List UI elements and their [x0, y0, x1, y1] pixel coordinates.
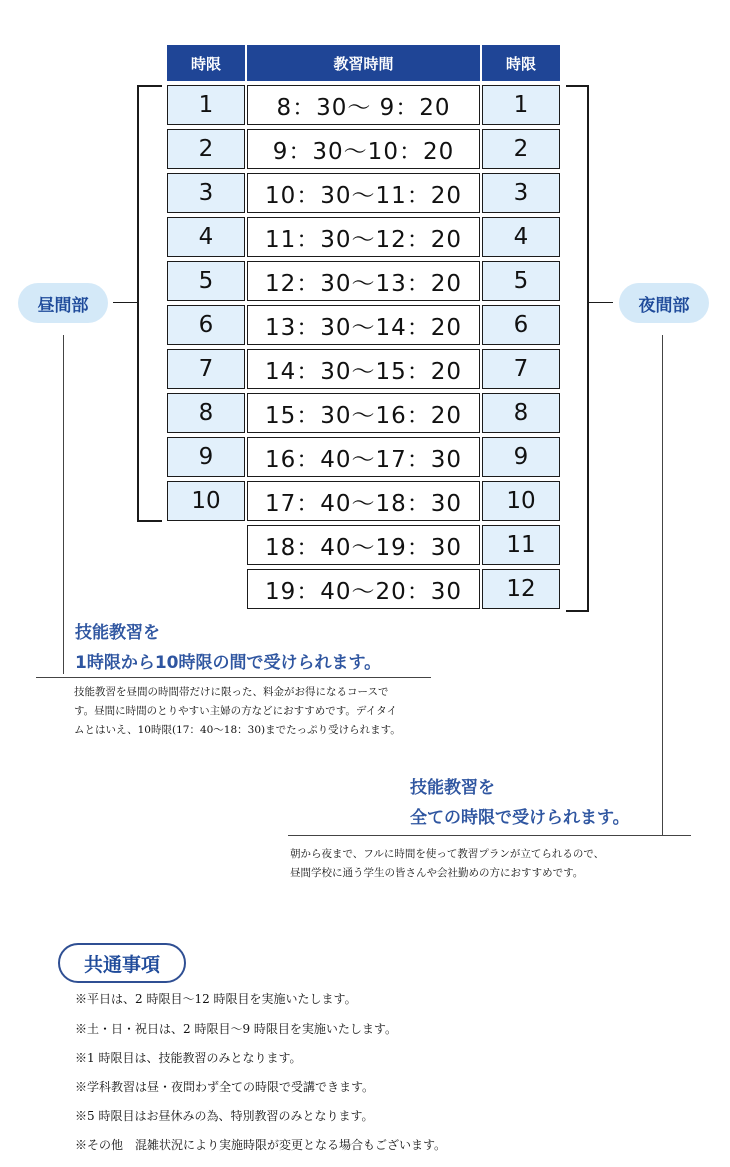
night-period-cell: 9	[482, 437, 560, 477]
common-title: 共通事項	[58, 943, 186, 983]
night-period-cell: 10	[482, 481, 560, 521]
night-bracket	[587, 85, 589, 612]
night-period-cell: 5	[482, 261, 560, 301]
header-left-period: 時限	[167, 45, 245, 81]
night-bracket-bottom	[566, 610, 589, 612]
night-heading-line1: 技能教習を	[410, 778, 495, 798]
day-desc-line1: 技能教習を昼間の時間帯だけに限った、料金がお得になるコースで	[74, 686, 389, 698]
time-cell: 15：30〜16：20	[247, 393, 480, 433]
night-connector	[589, 302, 613, 303]
night-vertical-line	[662, 335, 663, 835]
day-heading-line1: 技能教習を	[75, 623, 160, 643]
day-connector	[113, 302, 137, 303]
time-cell: 16：40〜17：30	[247, 437, 480, 477]
night-period-cell: 11	[482, 525, 560, 565]
time-cell: 17：40〜18：30	[247, 481, 480, 521]
time-cell: 13：30〜14：20	[247, 305, 480, 345]
common-note-6: ※その他 混雑状況により実施時限が変更となる場合もございます。	[75, 1138, 447, 1152]
night-period-cell: 1	[482, 85, 560, 125]
day-period-cell: 7	[167, 349, 245, 389]
day-bracket-top	[137, 85, 162, 87]
common-note-4: ※学科教習は昼・夜問わず全ての時限で受講できます。	[75, 1080, 375, 1094]
day-period-cell: 2	[167, 129, 245, 169]
time-cell: 12：30〜13：20	[247, 261, 480, 301]
time-cell: 19：40〜20：30	[247, 569, 480, 609]
night-bracket-top	[566, 85, 589, 87]
night-label-pill: 夜間部	[619, 283, 709, 323]
night-period-cell: 6	[482, 305, 560, 345]
header-right-period: 時限	[482, 45, 560, 81]
time-cell: 18：40〜19：30	[247, 525, 480, 565]
day-period-cell: 4	[167, 217, 245, 257]
night-desc-line1: 朝から夜まで、フルに時間を使って教習プランが立てられるので、	[290, 848, 605, 860]
day-bracket-bottom	[137, 520, 162, 522]
day-underline	[36, 677, 431, 678]
common-note-1: ※平日は、2 時限目〜12 時限目を実施いたします。	[75, 992, 357, 1006]
common-note-3: ※1 時限目は、技能教習のみとなります。	[75, 1051, 302, 1065]
day-period-cell: 6	[167, 305, 245, 345]
time-cell: 8：30〜 9：20	[247, 85, 480, 125]
day-period-cell: 8	[167, 393, 245, 433]
time-cell: 9：30〜10：20	[247, 129, 480, 169]
night-period-cell: 2	[482, 129, 560, 169]
time-cell: 11：30〜12：20	[247, 217, 480, 257]
day-vertical-line	[63, 335, 64, 674]
day-heading-line2: 1時限から10時限の間で受けられます。	[75, 653, 382, 673]
common-note-2: ※土・日・祝日は、2 時限目〜9 時限目を実施いたします。	[75, 1022, 397, 1036]
day-period-cell: 10	[167, 481, 245, 521]
day-period-cell: 1	[167, 85, 245, 125]
night-underline	[288, 835, 691, 836]
day-bracket	[137, 85, 139, 522]
day-desc-line2: す。昼間に時間のとりやすい主婦の方などにおすすめです。デイタイ	[74, 705, 397, 717]
night-desc-line2: 昼間学校に通う学生の皆さんや会社勤めの方におすすめです。	[290, 867, 584, 879]
day-desc-line3: ムとはいえ、10時限(17：40〜18：30)までたっぷり受けられます。	[74, 724, 401, 736]
day-period-cell: 3	[167, 173, 245, 213]
night-heading-line2: 全ての時限で受けられます。	[410, 808, 630, 828]
day-label-pill: 昼間部	[18, 283, 108, 323]
time-cell: 14：30〜15：20	[247, 349, 480, 389]
header-time: 教習時間	[247, 45, 480, 81]
day-period-cell: 9	[167, 437, 245, 477]
night-period-cell: 7	[482, 349, 560, 389]
night-period-cell: 3	[482, 173, 560, 213]
night-period-cell: 8	[482, 393, 560, 433]
time-cell: 10：30〜11：20	[247, 173, 480, 213]
day-period-cell: 5	[167, 261, 245, 301]
common-note-5: ※5 時限目はお昼休みの為、特別教習のみとなります。	[75, 1109, 374, 1123]
night-period-cell: 4	[482, 217, 560, 257]
night-period-cell: 12	[482, 569, 560, 609]
